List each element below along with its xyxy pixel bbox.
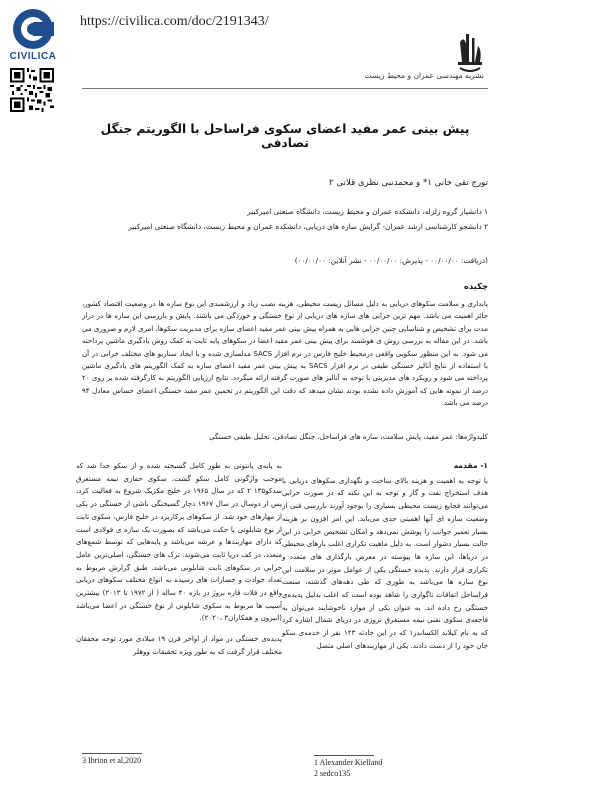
abstract-heading: چکیده [463,281,488,291]
abstract-text: پایداری و سلامت سکوهای دریایی به دلیل مسائل زیست محیطی، هزینه نصب زیاد و ارزشمندی این نوع سازه ها در وضعیت اقتصاد کشور، حائز اهمیت می باشد. مهم ترین خرابی های سازه های دریایی از نوع خستگی و خوردگی می باشند. پایش و بازرسی این سازه ها در دراز مدت برای تشخیص و شناسایی چنین خرابی هایی به همراه پیش بینی عمر مفید اعضای سازه برای مدیریت سکوها، امری لازم و ضروری می باشد. در این مقاله به بررسی روش ی هوشمند برای پیش بینی عمر مفید اعضا در سکوهای پایه ثابت به کمک روش یادگیری ماشین پرداخته می شود. به این منظور سکویی واقعی درمحیط خلیج فارس در نرم افزار SACS مدلسازی شده و با ایجاد سناریو های مختلف خرابی در آن با استفاده از نتایج آنالیز خستگی طیفی در نرم افزار SACS به پیش بینی عمر مفید اعضای سازه به کمک الگوریتم های یادگیری ماشین پرداخته می شود و رویکرد های مدیریتی با توجه به آنالیز های صورت گرفته ارائه میگردد. نتایج ارزیابی الگوریتم به کارگرفته شده بر روی ۲۰ درصد از نمونه هایی که آموزش داده نشده بودند نشان میدهد که دقت این الگوریتم در تخمین عمر مفید خستگی اعضای حساس معادل ۹۴ درصد می باشد. [82,299,489,408]
affiliation-1: ۱ دانشیار گروه زلزله، دانشکده عمران و محیط زیست، دانشگاه صنعتی امیرکبیر [247,207,488,216]
affiliation-2: ۲ دانشجو کارشناسی ارشد عمران- گرایش سازه های دریایی، دانشکده عمران و محیط زیست، دانشگاه صنعتی امیرکبیر [128,222,488,231]
civilica-c-icon [12,8,54,50]
footnote-divider-right [314,755,374,756]
document-url[interactable]: https://civilica.com/doc/2191343/ [80,14,269,29]
intro-heading: ۱- مقدمه [453,461,488,470]
civilica-logo[interactable] [8,8,58,62]
paper-dates: (دریافت: ۰۰/۰۰/۰۰ - پذیرش: ۰۰/۰۰/۰۰ - نشر آنلاین: ۰۰/۰۰/۰۰) [294,256,488,265]
keywords: کلیدواژه‌ها: عمر مفید، پایش سلامت، سازه های فراساحل، جنگل تصادفی، تحلیل طیفی خستگی [208,432,488,441]
journal-name: نشریه مهندسی عمران و محیط زیست [364,71,484,80]
qr-code-icon[interactable] [10,68,54,112]
body-paragraph-2: پدیده‌ی خستگی در مواد از اواخر قرن ۱۹ میلادی مورد توجه محققان مختلف قرار گرفت که به طور ویژه تحقیقات ووهلر [76,634,282,656]
intro-paragraph: با توجه به اهمیت و هزینه بالای ساخت و نگهداری سکوهای دریایی با هدف استخراج نفت و گاز و توجه به این نکته که در صورت خرابی می‌توانند فجایع زیست محیطی بسیاری را بوجود آورند بازرسی فنی از وضعیت سازه ای آنها اهمیتی جدی می‌یابد. این امر افزون بر هزینه بسیار تعمیر جوانب را پوشش نمی‌دهد و امکان تشخیص خرابی در این حالت بسیار دشوار است. به دلیل ماهیت تکراری اغلب بارهای محیطی در دریاها، این سازه ها پیوسته در معرض بارگذاری های متعدد و تکراری قرار دارند. پدیده خستگی یکی از عوامل موثر در سلامت این نوع سازه ها می‌باشد به طوری که طی دهه‌های گذشته، صنعت فراساحل اتفاقات ناگواری را شاهد بوده است که اغلب بدلیل پدیده‌ی خستگی رخ داده اند. به عنوان یکی از موارد ناخوشایند می‌توان به فاجعه‌ی سکوی نفتی نیمه مستغرق نروژی در دریای شمال اشاره کرد که به نام کیلاند الکساندر۱ که در این حادثه ۱۲۳ نفر از خدمه‌ی سکو جان خود را از دست دادند. یکی از مهاربندهای اصلی متصل [282,475,488,650]
footnote-3: 3 Ibrion et al,2020 [82,756,142,765]
body-paragraph-1: به پایه‌ی پانتونی به طور کامل گسیخته شده و از سکو جدا شد که موجب واژگونی کامل سکو گشت. سکوی حفاری نیمه مستغرق سدکو۱۳۵ ۲ که در سال ۱۹۶۵ در خلیج مکزیک شروع به فعالیت کرد، پس از دوسال در سال ۱۹۶۷ دچار گسیختگی ناشی از خستگی در یکی از مهارهای خود شد. از سکوهای پرکاربرد در خلیج فارس، سکوی ثابت از نوع شابلونی یا جکت می‌باشد که بصورت یک سازه ی فولادی است که دارای مهاربندها و عرشه می‌باشد و پایه‌هایی که توسط شمع‌های متعدد، در کف دریا ثابت می‌شوند. ترک های خستگی، اصلی‌ترین عامل خرابی در سکوهای ثابت شابلونی می‌باشد. طبق گزارش مربوط به تعداد حوادث و خسارات های رسیده به انواع مختلف سکوهای دریایی واقع در فلات قاره نروژ در بازه ۴۰ ساله ( از ۱۹۷۲ تا ۲۰۱۳) بیشترین آسیب ها مربوط به سکوی شابلونی از نوع خستگی در اعضا می‌باشد (ایبرون و همکاران۳ ،۲۰۲۰). [76,461,283,623]
paper-authors: تورج تقی خانی ۱* و محمدنبی نظری قلاتی ۲ [329,178,488,188]
footnote-1: 1 Alexander Kielland [314,758,383,767]
footnote-2: 2 sedco135 [314,769,351,778]
footnote-divider-left [82,753,142,754]
header-divider [82,88,488,89]
civilica-name: CIVILICA [9,51,57,62]
body-column-left [76,460,282,659]
paper-title: پیش بینی عمر مفید اعضای سکوی فراساحل با الگوریتم جنگل تصادفی [100,122,470,150]
body-column-right [282,460,488,653]
